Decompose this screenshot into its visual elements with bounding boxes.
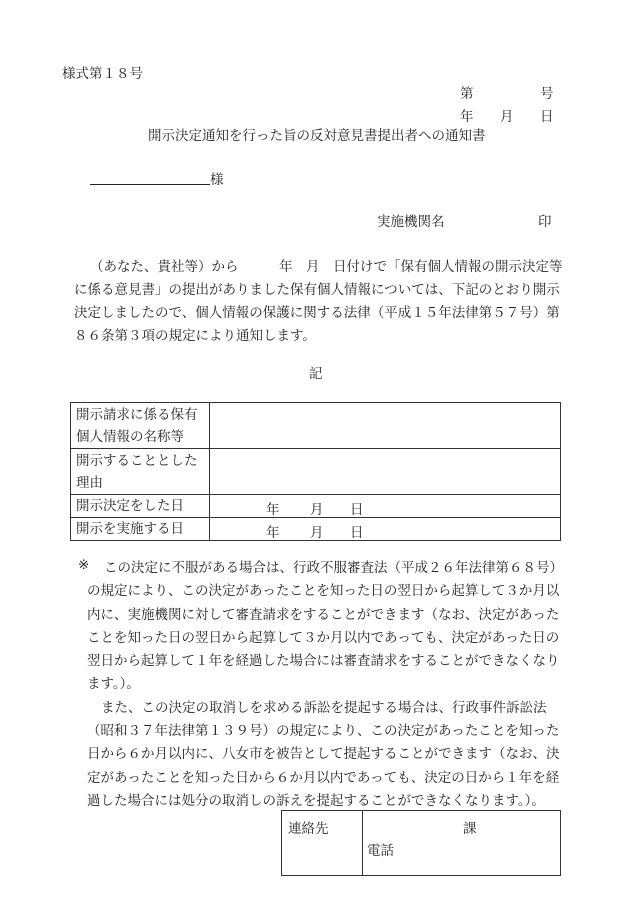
note-objection: この決定に不服がある場合は、行政不服審査法（平成２６年法律第６８号） の規定により、この決定があったことを知った日の翌日から起算して３か月以 内に、実施機関に対して審査請求をすることができます（なお、決定があった ことを知った日の翌日から起算して３か月以内であっても、決定があった日の 翌日から起算して１年を経過した場合には審査請求をすることができなくなり ます。）。 また、この決定の取消しを求める訴訟を提起する場合は、行政事件訴訟法 （昭和３７年法律第１３９号）の規定により、この決定があったことを知った 日から６か月以内に、八女市を被告として提起することができます（なお、決 定があったことを知った日から６か月以内であっても、決定の日から１年を経 過した場合には処分の取消しの訴えを提起することができなくなります。）。 [87,560,563,809]
doc-date-day: 日 [540,109,554,125]
form-number: 様式第１８号 [62,66,143,82]
doc-number-go: 号 [540,86,554,102]
label-info-name: 開示請求に係る保有 個人情報の名称等 [71,403,210,449]
value-info-name [210,403,561,449]
label-decision-date: 開示決定をした日 [71,495,210,518]
body-line: ８６条第３項の規定により通知します。 [74,328,316,344]
doc-date-year: 年 [460,109,474,125]
body-line: 決定しましたので、個人情報の保護に関する法律（平成１５年法律第５７号）第 [74,305,560,321]
note-mark: ※ [78,557,90,573]
body-line: に係る意見書」の提出がありました保有個人情報については、下記のとおり開示 [74,282,560,298]
contact-ka: 課 [463,821,477,837]
contact-details [363,811,561,876]
table-row [71,403,561,449]
contact-phone: 電話 [367,843,394,859]
doc-date-month: 月 [500,109,514,125]
issuer-label: 実施機関名 [377,214,445,230]
body-line: （あなた、貴社等）から 年 月 日付けで「保有個人情報の開示決定等 [90,259,563,275]
value-reason [210,449,561,495]
body-paragraph [74,256,563,348]
table-row [71,518,561,541]
contact-label: 連絡先 [282,811,363,876]
addressee-suffix: 様 [210,172,224,188]
label-implementation-date: 開示を実施する日 [71,518,210,541]
issuer-seal: 印 [538,214,552,230]
table-row [71,449,561,495]
contact-table [281,810,561,876]
table-row [71,495,561,518]
value-decision-date: 年 月 日 [210,495,561,518]
detail-table [70,402,561,541]
addressee-underline [90,168,210,185]
doc-number-dai: 第 [460,86,474,102]
label-reason: 開示することとした 理由 [71,449,210,495]
document-title: 開示決定通知を行った旨の反対意見書提出者への通知書 [148,128,486,144]
ki-marker: 記 [309,366,323,382]
value-implementation-date: 年 月 日 [210,518,561,541]
